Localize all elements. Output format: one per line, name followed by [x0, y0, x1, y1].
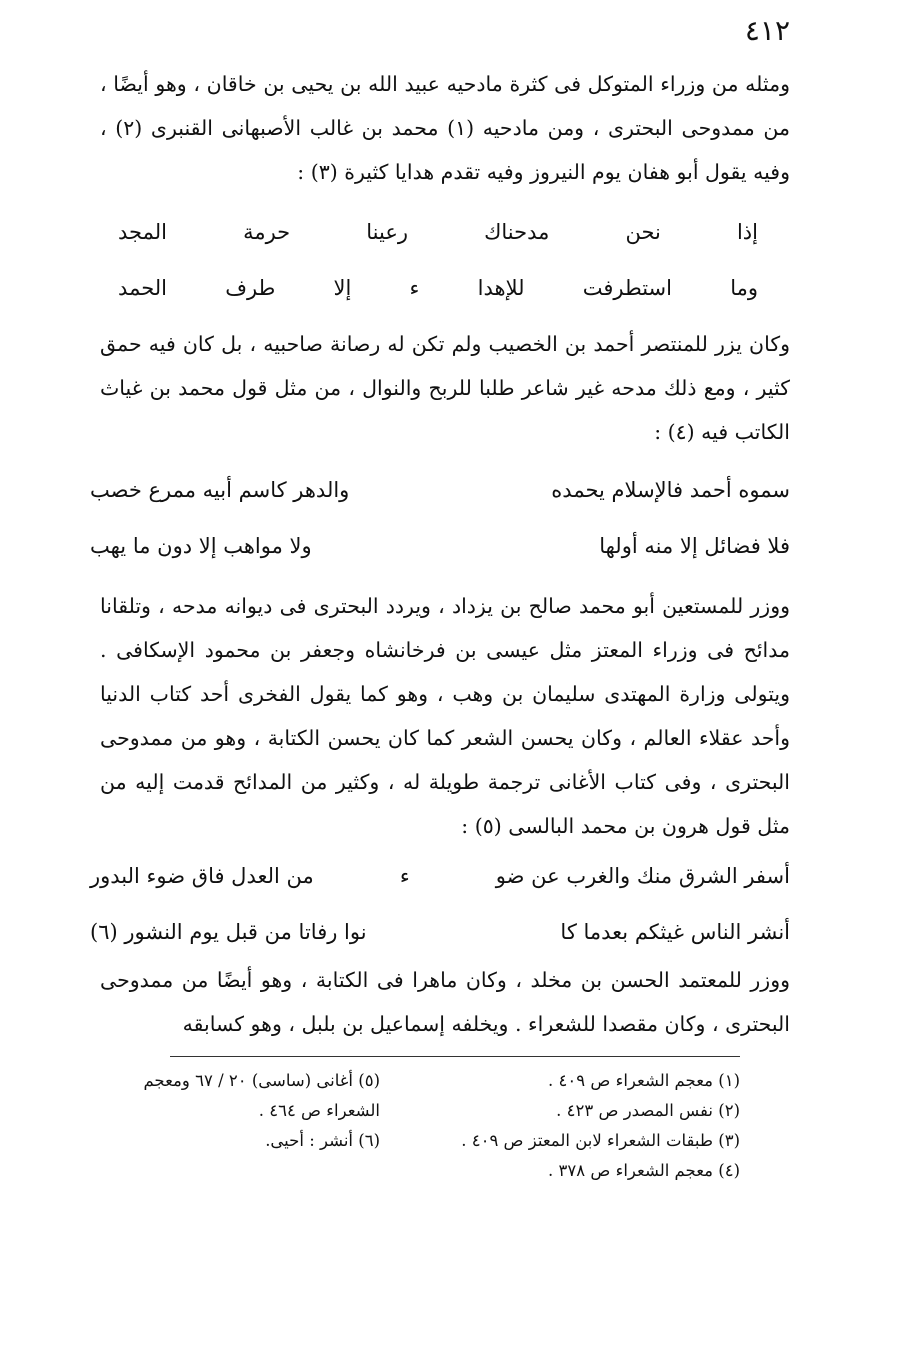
verse-hemistich: أنشر الناس غيثكم بعدما كا: [560, 920, 790, 944]
verse-line: [118, 260, 758, 316]
footnotes-left-column: [60, 1066, 380, 1156]
verse-word: للإهدا: [477, 276, 525, 300]
verse-line: [118, 204, 758, 260]
paragraph-4: ووزر للمعتمد الحسن بن مخلد ، وكان ماهرا فى الكتابة ، وهو أيضًا من ممدوحى البحترى ، وكان مقصدا للشعراء . ويخلفه إسماعيل بن بلبل ، وهو كسابقه: [100, 968, 790, 1036]
verse-hemistich: والدهر كاسم أبيه ممرع خصب: [90, 478, 350, 502]
verse-word: ء: [409, 276, 420, 300]
verse-hemistich: ولا مواهب إلا دون ما يهب: [90, 534, 312, 558]
footnote: الشعراء ص ٤٦٤ .: [258, 1101, 380, 1120]
footnote: (٦) أنشر : أحيى.: [265, 1131, 380, 1150]
verse-word: استطرفت: [582, 276, 672, 300]
footnote: (١) معجم الشعراء ص ٤٠٩ .: [548, 1071, 740, 1090]
verse-hemistich: ء: [399, 864, 410, 888]
paragraph-1: ومثله من وزراء المتوكل فى كثرة مادحيه عبيد الله بن يحيى بن خاقان ، وهو أيضًا ، من ممدوحى البحترى ، ومن مادحيه (١) محمد بن غالب الأصبهانى القنبرى (٢) ، وفيه يقول أبو هفان يوم النيروز وفيه تقدم هدايا كثيرة (٣) :: [100, 72, 790, 184]
footnote: (٤) معجم الشعراء ص ٣٧٨ .: [548, 1161, 740, 1180]
footnote: (٥) أغانى (ساسى) ٢٠ / ٦٧ ومعجم: [143, 1071, 380, 1090]
verse-word: طرف: [225, 276, 276, 300]
footnotes-right-column: [410, 1066, 740, 1186]
footnote-divider: [170, 1056, 740, 1057]
verse-word: نحن: [625, 220, 661, 244]
poem-1: [118, 204, 758, 316]
verse-line: [90, 518, 790, 574]
verse-word: المجد: [118, 220, 167, 244]
poem-3: [90, 848, 790, 960]
verse-word: وما: [730, 276, 758, 300]
verse-hemistich: أسفر الشرق منك والغرب عن ضو: [495, 864, 790, 888]
verse-line: [90, 462, 790, 518]
footnote: (٣) طبقات الشعراء لابن المعتز ص ٤٠٩ .: [461, 1131, 740, 1150]
verse-line: [90, 848, 790, 904]
verse-line: [90, 904, 790, 960]
paragraph-3: ووزر للمستعين أبو محمد صالح بن يزداد ، ويردد البحترى فى ديوانه مدحه ، وتلقانا مدائح فى وزراء المعتز مثل عيسى بن فرخانشاه وجعفر بن محمود الإسكافى . ويتولى وزارة المهتدى سليمان بن وهب ، وهو كما يقول الفخرى أحد كتاب الدنيا وأحد عقلاء العالم ، وكان يحسن الشعر كما كان يحسن الكتابة ، وهو من ممدوحى البحترى ، وفى كتاب الأغانى ترجمة طويلة له ، وكثير من المدائح قدمت إليه من مثل قول هرون بن محمد البالسى (٥) :: [100, 594, 790, 838]
poem-2: [90, 462, 790, 574]
verse-hemistich: فلا فضائل إلا منه أولها: [599, 534, 790, 558]
verse-word: حرمة: [243, 220, 291, 244]
verse-hemistich: سموه أحمد فالإسلام يحمده: [551, 478, 790, 502]
verse-word: رعينا: [366, 220, 408, 244]
page-number: ٤١٢: [744, 14, 790, 47]
verse-hemistich: نوا رفاتا من قبل يوم النشور (٦): [90, 920, 367, 944]
verse-word: إذا: [736, 220, 758, 244]
verse-word: الحمد: [118, 276, 167, 300]
footnote: (٢) نفس المصدر ص ٤٢٣ .: [556, 1101, 740, 1120]
verse-hemistich: من العدل فاق ضوء البدور: [90, 864, 314, 888]
verse-word: مدحناك: [484, 220, 550, 244]
verse-word: إلا: [333, 276, 352, 300]
paragraph-2: وكان يزر للمنتصر أحمد بن الخصيب ولم تكن له رصانة صاحبيه ، بل كان فيه حمق كثير ، ومع ذلك مدحه غير شاعر طلبا للربح والنوال ، من مثل قول محمد بن غياث الكاتب فيه (٤) :: [100, 332, 790, 444]
